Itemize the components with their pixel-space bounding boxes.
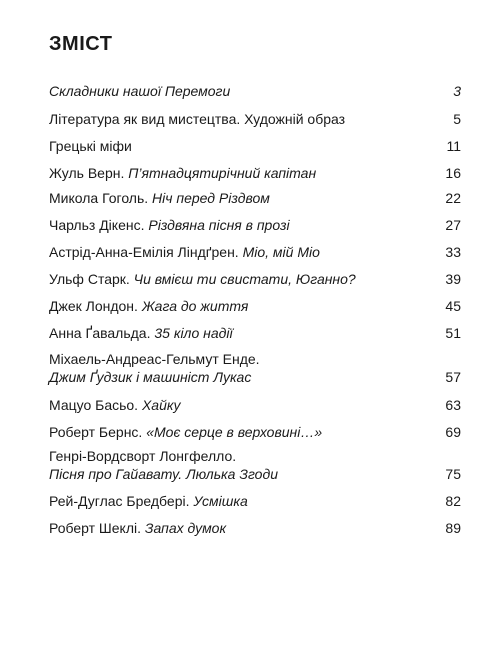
entry-author: Жуль Верн. <box>49 165 129 181</box>
toc-entry[interactable] <box>49 297 461 315</box>
entry-author: Література як вид мистецтва. Художній образ <box>49 111 346 127</box>
toc-entry[interactable] <box>49 324 461 342</box>
entry-title: Усмішка <box>193 493 248 509</box>
entry-page: 63 <box>445 397 461 413</box>
toc-entry[interactable] <box>49 423 461 441</box>
toc-entry[interactable] <box>49 216 461 234</box>
toc-entry[interactable] <box>49 519 461 537</box>
entry-title: Жага до життя <box>141 298 249 314</box>
entry-page: 75 <box>445 466 461 482</box>
toc-entry[interactable] <box>49 492 461 510</box>
entry-author: Анна Ґавальда. <box>49 325 155 341</box>
entry-page: 57 <box>445 369 461 385</box>
toc-entry[interactable] <box>49 447 461 483</box>
entry-author: Микола Гоголь. <box>49 190 153 206</box>
entry-page: 27 <box>445 217 461 233</box>
page-title: ЗМІСТ <box>49 33 113 55</box>
entry-author: Рей-Дуглас Бредбері. <box>49 493 194 509</box>
entry-title: «Моє серце в верховині…» <box>146 424 323 440</box>
entry-title: Чи вмієш ти свистати, Юганно? <box>133 271 356 287</box>
entry-title: 35 кіло надії <box>154 325 233 341</box>
entry-page: 82 <box>445 493 461 509</box>
entry-title: Різдвяна пісня в прозі <box>148 217 290 233</box>
toc-entry[interactable] <box>49 189 461 207</box>
entry-title: П’ятнадцятирічний капітан <box>128 165 317 181</box>
entry-author: Чарльз Дікенс. <box>49 217 149 233</box>
toc-entry[interactable] <box>49 243 461 261</box>
entry-author: Джек Лондон. <box>49 298 142 314</box>
entry-author: Грецькі міфи <box>49 138 132 154</box>
entry-title: Складники нашої Перемоги <box>49 83 231 99</box>
toc-entry[interactable] <box>49 350 461 386</box>
toc-entry[interactable] <box>49 164 461 182</box>
entry-page: 22 <box>445 190 461 206</box>
toc-entry[interactable] <box>49 396 461 414</box>
toc-entry[interactable] <box>49 270 461 288</box>
entry-page: 45 <box>445 298 461 314</box>
entry-page: 16 <box>445 165 461 181</box>
entry-page: 33 <box>445 244 461 260</box>
entry-page: 89 <box>445 520 461 536</box>
entry-title: Міо, мій Міо <box>242 244 320 260</box>
entry-page: 51 <box>445 325 461 341</box>
toc-entry[interactable] <box>49 110 461 128</box>
toc-entry[interactable] <box>49 137 461 155</box>
entry-title: Запах думок <box>144 520 227 536</box>
entry-title: Джим Ґудзик і машиніст Лукас <box>49 369 252 385</box>
entry-author: Міхаель-Андреас-Гельмут Енде. <box>49 351 260 367</box>
toc-entry[interactable] <box>49 82 461 100</box>
entry-author: Роберт Бернс. <box>49 424 147 440</box>
entry-title: Ніч перед Різдвом <box>152 190 270 206</box>
entry-author: Роберт Шеклі. <box>49 520 145 536</box>
entry-page: 3 <box>453 83 461 99</box>
entry-page: 69 <box>445 424 461 440</box>
entry-author: Астрід-Анна-Емілія Ліндґрен. <box>49 244 243 260</box>
entry-author: Мацуо Басьо. <box>49 397 142 413</box>
entry-author: Генрі-Вордсворт Лонгфелло. <box>49 448 237 464</box>
entry-page: 5 <box>453 111 461 127</box>
entry-page: 11 <box>446 138 461 154</box>
entry-title: Пісня про Гайавату. Люлька Згоди <box>49 466 278 482</box>
entry-page: 39 <box>445 271 461 287</box>
entry-title: Хайку <box>141 397 181 413</box>
entry-author: Ульф Старк. <box>49 271 134 287</box>
